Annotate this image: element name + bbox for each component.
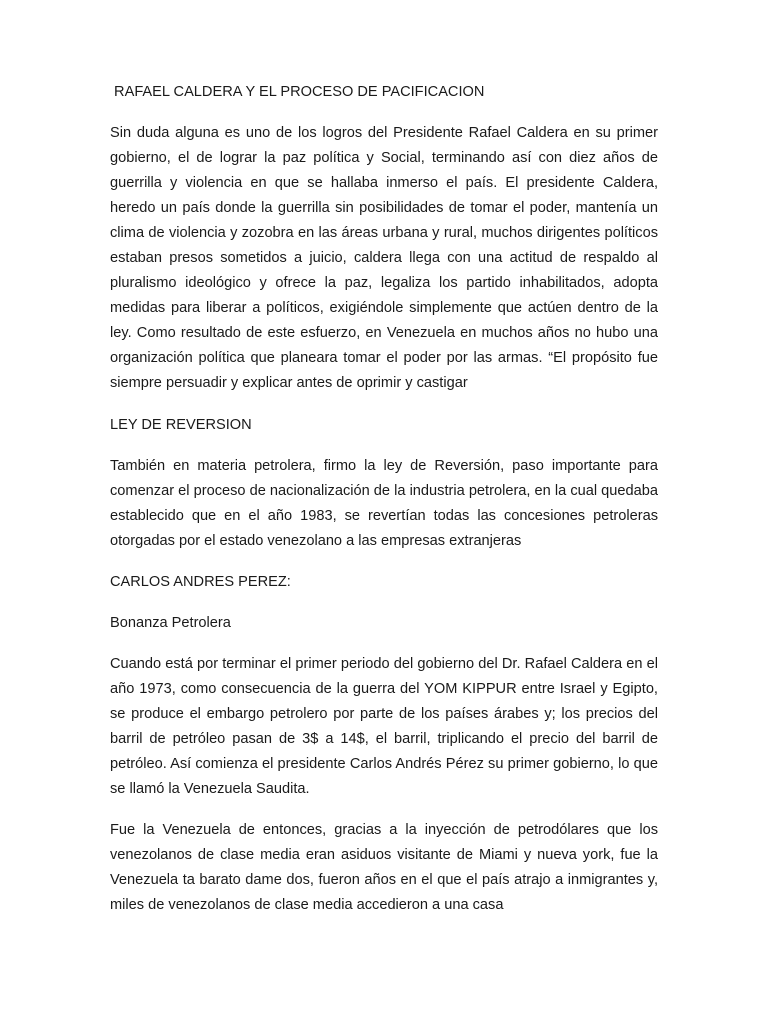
section-heading-carlos-andres-perez: CARLOS ANDRES PEREZ: bbox=[110, 574, 291, 590]
spacer bbox=[110, 396, 658, 413]
spacer bbox=[110, 595, 658, 611]
paragraph-bonanza: Cuando está por terminar el primer periodo del gobierno del Dr. Rafael Caldera en el año 1973, como consecuencia de la guerra del YOM KIPPUR entre Israel y Egipto, se produce el embargo petrolero por parte de los países árabes y; los precios del barril de petróleo pasan de 3$ a 14$, el barril, triplicando el precio del barril de petróleo. Así comienza el presidente Carlos Andrés Pérez su primer gobierno, lo que se llamó la Venezuela Saudita. bbox=[110, 656, 658, 797]
paragraph-pacificacion: Sin duda alguna es uno de los logros del Presidente Rafael Caldera en su primer gobierno, el de lograr la paz política y Social, terminando así con diez años de guerrilla y violencia en que se hallaba inmerso el país. El presidente Caldera, heredo un país donde la guerrilla sin posibilidades de tomar el poder, mantenía un clima de violencia y zozobra en las áreas urbana y rural, muchos dirigentes políticos estaban presos sometidos a juicio, caldera llega con una actitud de respaldo al pluralismo ideológico y ofrece la paz, legaliza los partido inhabilitados, adopta medidas para liberar a políticos, exigiéndole simplemente que actúen dentro de la ley. Como resultado de este esfuerzo, en Venezuela en muchos años no hubo una organización política que planeara tomar el poder por las armas. “El propósito fue siempre persuadir y explicar antes de oprimir y castigar bbox=[110, 125, 658, 391]
spacer bbox=[110, 105, 658, 121]
spacer bbox=[110, 636, 658, 652]
paragraph-venezuela-saudita: Fue la Venezuela de entonces, gracias a la inyección de petrodólares que los venezolanos de clase media eran asiduos visitante de Miami y nueva york, fue la Venezuela ta barato dame dos, fueron años en el que el país atrajo a inmigrantes y, miles de venezolanos de clase media accedieron a una casa bbox=[110, 822, 658, 913]
paragraph-ley-de-reversion: También en materia petrolera, firmo la ley de Reversión, paso importante para comenzar el proceso de nacionalización de la industria petrolera, en la cual quedaba establecido que en el año 1983, se revertían todas las concesiones petroleras otorgadas por el estado venezolano a las empresas extranjeras bbox=[110, 458, 658, 549]
document-page bbox=[110, 80, 658, 918]
spacer bbox=[110, 438, 658, 454]
spacer bbox=[110, 554, 658, 570]
subheading-bonanza-petrolera: Bonanza Petrolera bbox=[110, 615, 231, 631]
spacer bbox=[110, 802, 658, 818]
document-title: RAFAEL CALDERA Y EL PROCESO DE PACIFICACION bbox=[110, 84, 485, 100]
section-heading-ley-de-reversion: LEY DE REVERSION bbox=[110, 417, 252, 433]
